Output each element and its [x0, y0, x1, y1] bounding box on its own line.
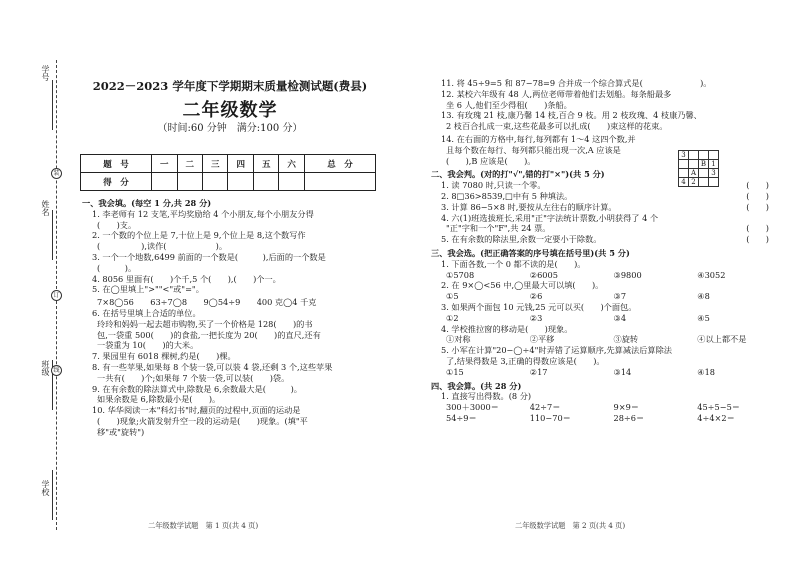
judge-item: 5. 在有余数的除法里,余数一定要小于除数。 ( ) [441, 234, 769, 245]
choice-option[interactable]: ②3 [529, 312, 543, 323]
calc-row [431, 413, 781, 424]
choice-options [431, 334, 781, 345]
question-line: 一共有( )个;如果每 7 个装一袋,可以装( )袋。 [97, 372, 290, 383]
choice-option[interactable]: ②平移 [529, 334, 555, 345]
question-line: 2 枝百合扎成一束,这些花最多可以扎成( )束这样的花束。 [446, 121, 668, 132]
binding-tag-xian: 线 [51, 365, 62, 376]
question-line: ( ),读作( )。 [97, 241, 228, 252]
calc-item[interactable]: 45÷5−5＝ [697, 402, 740, 413]
question-line: 10. 华华阅读一本"科幻书"时,翻页的过程中,页面的运动是 [92, 405, 301, 416]
choice-option[interactable]: ③7 [613, 291, 627, 302]
choice-option[interactable]: ①15 [446, 366, 464, 377]
score-cell[interactable] [253, 173, 278, 191]
answer-paren[interactable]: ( ) [746, 201, 769, 212]
choice-option[interactable]: ④8 [697, 291, 710, 302]
question-line: 8. 有一些苹果,如果每 8 个装一袋,可以装 4 袋,还剩 3 个,这些苹果 [92, 361, 333, 372]
choice-option[interactable]: ①5 [446, 291, 459, 302]
question-line: ( )。 [97, 262, 137, 273]
calc-item[interactable]: 42÷7＝ [529, 402, 561, 413]
judge-item: "正"字和一个"F",共 24 票。 ( ) [446, 223, 769, 234]
question-line: 玲玲和妈妈一起去超市购物,买了一个价格是 128( )的书 [97, 318, 313, 329]
choice-option[interactable]: ③旋转 [613, 334, 639, 345]
choice-option[interactable]: ②17 [529, 366, 548, 377]
binding-tag-ding: 订 [51, 290, 62, 301]
calc-instruction: 1. 直接写出得数。(8 分) [441, 391, 532, 402]
question-line: 坐 6 人,他们至少得租( )条船。 [446, 99, 572, 110]
section-fill-in [82, 198, 382, 438]
choice-option[interactable]: ④18 [697, 366, 716, 377]
subject-title: 二年级数学 [182, 100, 278, 121]
question-line: 12. 某校六年级有 48 人,两位老师带着他们去划船。每条船最多 [441, 88, 672, 99]
choice-question: 4. 学校推拉窗的移动是( )现象。 [441, 323, 573, 334]
choice-option[interactable]: ①2 [446, 312, 459, 323]
calc-item[interactable]: 9×9＝ [613, 402, 639, 413]
question-line: 6. 在括号里填上合适的单位。 [92, 307, 201, 318]
calc-item[interactable]: 28÷6＝ [613, 412, 645, 423]
exam-title: 2022－2023 学年度下学期期末质量检测试题(费县) [92, 79, 368, 93]
question-line: 13. 有玫瑰 21 枝,康乃馨 14 枝,百合 9 枝。用 2 枝玫瑰、4 枝康乃馨、 [441, 110, 702, 121]
question-line: 4. 8056 里面有( )个千,5 个( ),( )个一。 [92, 273, 281, 284]
class-label: 班级 [41, 360, 50, 376]
judge-item: 1. 读 7080 时,只读一个零。 ( ) [441, 180, 769, 191]
score-cell[interactable] [152, 173, 177, 191]
question-line: 9. 在有余数的除法算式中,除数是 6,余数最大是( )。 [92, 383, 302, 394]
judge-item: 3. 计算 86−5×8 时,要按从左往右的顺序计算。 ( ) [441, 201, 769, 212]
answer-paren[interactable]: ( ) [746, 234, 769, 245]
question-line: 2. 一个数的个位上是 7,十位上是 9,个位上是 8,这个数写作 [92, 230, 306, 241]
question-line: 一袋重为 10( )的大米。 [97, 340, 199, 351]
score-cell[interactable] [279, 173, 304, 191]
number-grid: 3 B 1 A 3 4 2 [678, 150, 719, 187]
judge-item: 4. 六(1)班选拔班长,采用"正"字法统计票数,小明获得了 4 个 [441, 212, 659, 223]
score-table-header-row: 题 号 一 二 三 四 五 六 总 分 [81, 155, 376, 173]
choice-question: 3. 如果两个面包 10 元钱,25 元可以买( )个面包。 [441, 301, 637, 312]
calc-item[interactable]: 4÷4×2＝ [697, 412, 735, 423]
choice-option[interactable]: ④以上都不是 [697, 334, 747, 345]
question-line: 1. 李老师有 12 支笔,平均奖励给 4 个小朋友,每个小朋友分得 [92, 208, 314, 219]
judge-item: 2. 8□36>8539,□中有 5 种填法。 ( ) [441, 190, 769, 201]
answer-paren[interactable]: ( ) [746, 180, 769, 191]
choice-option[interactable]: ④5 [697, 312, 710, 323]
question-line: ( ),B 应该是( )。 [446, 155, 536, 166]
question-line: 如果余数是 6,除数最小是( )。 [97, 394, 221, 405]
choice-question: 2. 在 9×◯<56 中,◯里最大可以填( )。 [441, 280, 604, 291]
time-info: （时间:60 分钟 满分:100 分） [157, 123, 303, 134]
question-line: 包,一袋重 500( )的食盐,一把长度为 20( )的直尺,还有 [97, 329, 321, 340]
choice-option[interactable]: ④3052 [697, 269, 726, 280]
choice-options [431, 313, 781, 324]
section-heading: 一、我会填。(每空 1 分,共 28 分) [82, 198, 212, 208]
score-table [80, 154, 376, 191]
right-page-content [431, 78, 781, 424]
answer-paren[interactable]: ( ) [746, 190, 769, 201]
question-line: ( )现象;火箭发射升空一段的运动是( )现象。(填"平 [97, 415, 308, 426]
left-page-footer: 二年级数学试题 第 1 页(共 4 页) [148, 521, 259, 530]
score-cell[interactable] [228, 173, 253, 191]
section-heading: 四、我会算。(共 28 分) [431, 380, 522, 391]
choice-option[interactable]: ②6 [529, 291, 543, 302]
choice-question: 1. 下面各数,一个 0 都不读的是( )。 [441, 258, 586, 269]
student-name-label: 姓名 [41, 200, 50, 216]
choice-options [431, 270, 781, 281]
choice-option[interactable]: ①5708 [446, 269, 475, 280]
right-page [397, 0, 794, 561]
calc-item[interactable]: 54÷9＝ [446, 412, 477, 423]
school-label: 学校 [41, 480, 50, 496]
choice-question: 5. 小军在计算"20−◯÷4"时弄错了运算顺序,先算减法后算除法 [441, 345, 672, 356]
choice-option[interactable]: ③14 [613, 366, 632, 377]
score-table-score-row: 得 分 [81, 173, 376, 191]
question-line: 移"或"旋转") [97, 426, 145, 437]
section-heading: 三、我会选。(把正确答案的序号填在括号里)(共 5 分) [431, 247, 630, 258]
binding-tag-zhuang: 装 [51, 168, 62, 179]
answer-paren[interactable]: ( ) [746, 223, 769, 234]
calc-row [431, 402, 781, 413]
question-line: 3. 一个一个地数,6499 前面的一个数是( ),后面的一个数是 [92, 251, 326, 262]
calc-item[interactable]: 110−70＝ [529, 412, 571, 423]
question-line: 14. 在右面的方格中,每行,每列都有 1～4 这四个数,并 [441, 133, 636, 144]
score-cell[interactable] [202, 173, 227, 191]
question-line: 7×8◯56 63÷7◯8 9◯54÷9 400 克◯4 千克 [97, 297, 317, 308]
question-line: 5. 在◯里填上">""<"或"="。 [92, 284, 204, 295]
section-heading: 二、我会判。(对的打"√",错的打"×")(共 5 分) [431, 169, 605, 180]
right-page-footer: 二年级数学试题 第 2 页(共 4 页) [515, 521, 626, 530]
student-id-label: 学号 [41, 65, 50, 81]
question-line: 且每个数在每行、每列都只能出现一次,A 应该是 [446, 144, 621, 155]
choice-options [431, 291, 781, 302]
question-line: 11. 将 45÷9=5 和 87−78=9 合并成一个综合算式是( )。 [441, 78, 712, 88]
binding-margin [0, 60, 66, 530]
choice-question: 了,结果得数是 3,正确的得数应该是( )。 [446, 355, 605, 366]
question-line: 7. 果园里有 6018 棵树,约是( )棵。 [92, 351, 236, 362]
choice-option[interactable]: ②6005 [529, 269, 558, 280]
choice-options [431, 367, 781, 378]
choice-option[interactable]: ③9800 [613, 269, 642, 280]
choice-option[interactable]: ③4 [613, 312, 627, 323]
question-line: ( )支。 [97, 219, 137, 230]
choice-option[interactable]: ①对称 [446, 334, 471, 345]
score-cell[interactable] [304, 173, 375, 191]
score-cell[interactable] [177, 173, 202, 191]
calc-item[interactable]: 300＋3000＝ [446, 402, 499, 413]
